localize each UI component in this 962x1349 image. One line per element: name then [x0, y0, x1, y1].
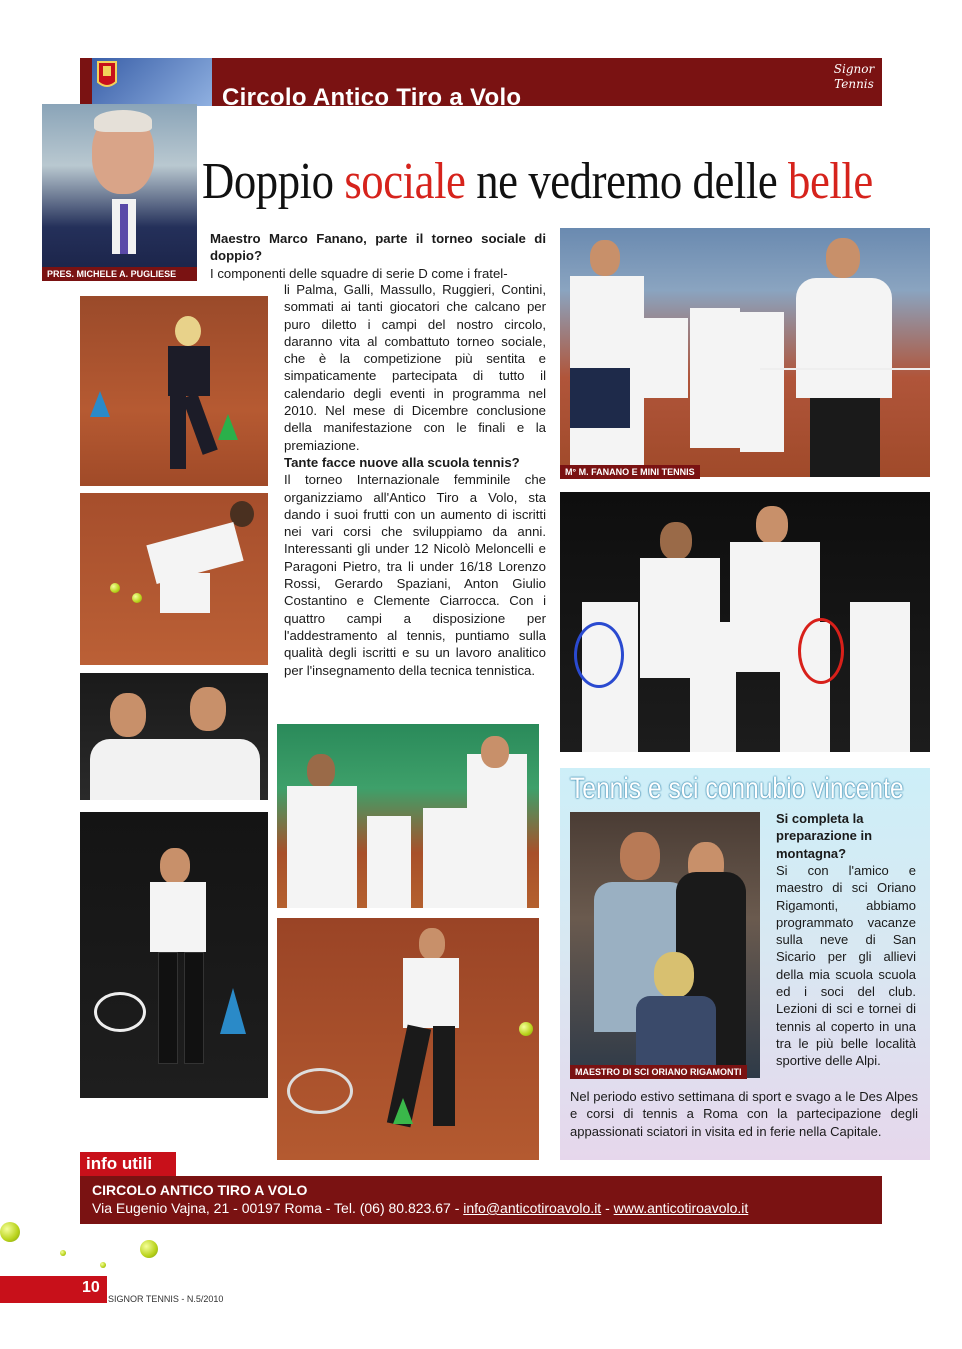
info-tab: info utili [80, 1152, 176, 1176]
club-logo [92, 58, 212, 106]
fanano-caption: M° M. FANANO E MINI TENNIS [560, 465, 700, 479]
president-photo [42, 104, 197, 280]
club-crest-icon [92, 58, 212, 106]
sidebar-title: Tennis e sci connubio vincente [570, 772, 904, 805]
photo-rigamonti-family [570, 812, 760, 1078]
magazine-issue: SIGNOR TENNIS - N.5/2010 [108, 1294, 224, 1304]
photo-boy-forehand [80, 493, 268, 665]
article-intro [210, 230, 546, 282]
magazine-brand: Signor Tennis [833, 62, 875, 91]
rigamonti-caption: MAESTRO DI SCI ORIANO RIGAMONTI [570, 1065, 747, 1079]
tennis-ball-icon [100, 1262, 106, 1268]
tennis-ball-icon [140, 1240, 158, 1258]
tennis-ball-icon [60, 1250, 66, 1256]
president-caption: PRES. MICHELE A. PUGLIESE [42, 267, 197, 281]
photo-girl-clay-court [277, 918, 539, 1160]
email-link[interactable]: info@anticotiroavolo.it [463, 1200, 602, 1216]
sidebar-bottom-text: Nel periodo estivo settimana di sport e svago a le Des Alpes e corsi di tennis a Roma con la partecipazione degli appassionati sciatori in visita ed in ferie nella Capitale. [570, 1089, 918, 1139]
photo-school-group [560, 492, 930, 752]
photo-fanano-mini-tennis [560, 228, 930, 477]
info-separator: - [601, 1200, 614, 1216]
photo-two-teens [80, 673, 268, 800]
article-title: Doppio sociale ne vedremo delle belle [202, 153, 873, 210]
photo-coaches-kids [277, 724, 539, 908]
info-address: Via Eugenio Vajna, 21 - 00197 Roma - Tel. (06) 80.823.67 - [92, 1200, 464, 1216]
question-2: Tante facce nuove alla scuola tennis? [284, 454, 520, 470]
section-title: Circolo Antico Tiro a Volo [222, 84, 522, 111]
tennis-ball-icon [0, 1222, 20, 1242]
info-contacts [92, 1200, 748, 1216]
info-club-name: CIRCOLO ANTICO TIRO A VOLO [92, 1182, 308, 1198]
answer-1: li Palma, Galli, Massullo, Ruggieri, Contini, sommati ai tanti giocatori che calcano per puro diletto i campi del nostro circolo, daranno vita al combattuto torneo sociale, che è la competizione più sentita e simpaticamente partecipata di tutto il calendario degli eventi in programma nel 2010. Nel mese di Dicembre conclusione della manifestazione con le finali e la premiazione. [284, 282, 546, 453]
question-1: Maestro Marco Fanano, parte il torneo sociale di doppio? [210, 231, 546, 264]
answer-1-first-line: I componenti delle squadre di serie D come i fratel- [210, 265, 508, 281]
sidebar-question: Si completa la preparazione in montagna? [776, 811, 873, 861]
photo-girl-backhand [80, 812, 268, 1098]
sidebar-body: Si con l'amico e maestro di sci Oriano Rigamonti, abbiamo programmato vacanze sulla neve di San Sicario per gli allievi della mia scuola scuola ed i soci del club. Lezioni di sci e tornei di tennis al coperto in una tra le più belle località sportive delle Alpi. [776, 863, 916, 1069]
article-column [284, 281, 546, 679]
page-number: 10 [82, 1279, 100, 1296]
website-link[interactable]: www.anticotiroavolo.it [613, 1200, 749, 1216]
answer-2: Il torneo Internazionale femminile che organizziamo all'Antico Tiro a Volo, sta dando i suoi frutti con un aumento di iscritti nei vari corsi che sviluppiamo da anni. Interessanti gli under 12 Nicolò Meloncelli e Paragoni Pietro, tra li under 16/18 Lorenzo Rossi, Gerardo Spaziani, Anton Giulio Costantino e Clemente Ciarrocca. Con i quattro campi a disposizione per l'addestramento al tennis, puntiamo sulla qualità degli iscritti e su un lavoro analitico per l'insegnamento della tecnica tennistica. [284, 472, 546, 678]
photo-child-forehand [80, 296, 268, 486]
